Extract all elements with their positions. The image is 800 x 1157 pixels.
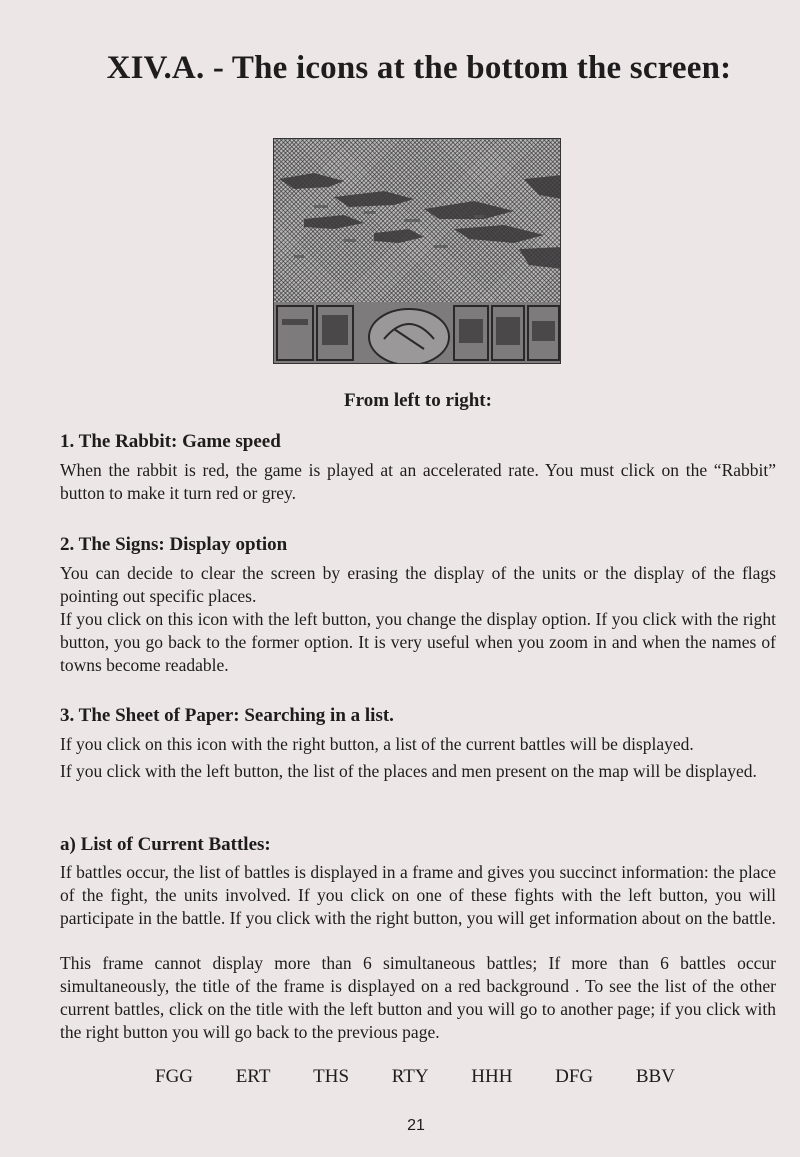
page-title: XIV.A. - The icons at the bottom the screen: [106, 50, 732, 86]
page-number: 21 [407, 1117, 425, 1134]
code-item: BBV [635, 1066, 675, 1087]
code-list [155, 1066, 675, 1088]
game-screenshot [273, 138, 561, 364]
section-heading-battles: a) List of Current Battles: [60, 834, 271, 855]
code-item: HHH [471, 1066, 513, 1087]
code-item: DFG [555, 1066, 594, 1087]
paragraph: If you click on this icon with the left button, you change the display option. If you click with the right button, you go back to the former option. It is very useful when you zoom in and when the names of towns become readable. [60, 609, 776, 675]
code-item: THS [313, 1066, 350, 1087]
section-heading-signs: 2. The Signs: Display option [60, 534, 288, 555]
paragraph: If you click with the left button, the list of the places and men present on the map will be displayed. [60, 761, 757, 781]
code-item: FGG [155, 1066, 194, 1087]
paragraph: If battles occur, the list of battles is displayed in a frame and gives you succinct information: the place of the fight, the units involved. If you click on one of these fights with the left button, you will participate in the battle. If you click with the right button, you will get information about on the battle. [60, 862, 776, 928]
subheading: From left to right: [344, 390, 492, 411]
section-heading-paper: 3. The Sheet of Paper: Searching in a list. [60, 705, 394, 726]
paragraph: This frame cannot display more than 6 simultaneous battles; If more than 6 battles occur simultaneously, the title of the frame is displayed on a red background . To see the list of the other current battles, click on the title with the left button and you will go to another page; if you click with the right button you will go back to the previous page. [60, 953, 776, 1042]
code-item: ERT [235, 1066, 271, 1087]
section-heading-rabbit: 1. The Rabbit: Game speed [60, 431, 281, 452]
game-screen-image [274, 139, 561, 364]
paragraph: You can decide to clear the screen by erasing the display of the units or the display of the flags pointing out specific places. [60, 563, 776, 606]
paragraph: When the rabbit is red, the game is played at an accelerated rate. You must click on the “Rabbit” button to make it turn red or grey. [60, 460, 776, 503]
paragraph: If you click on this icon with the right button, a list of the current battles will be displayed. [60, 734, 694, 754]
code-item: RTY [391, 1066, 429, 1087]
